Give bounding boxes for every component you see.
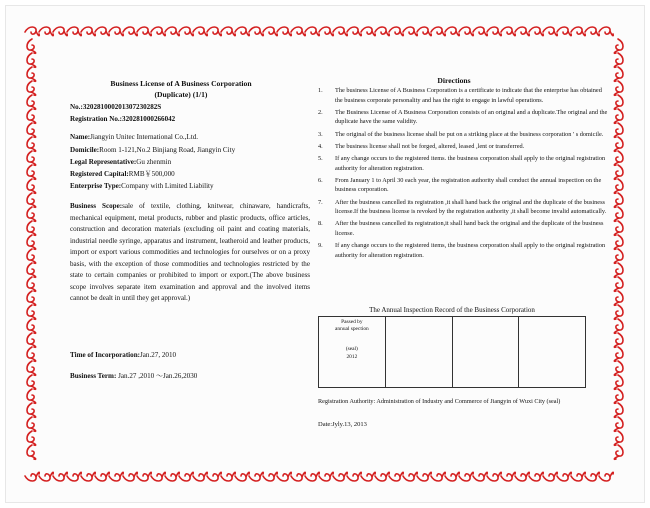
border-curl: [263, 472, 277, 481]
border-curl: [614, 123, 623, 137]
border-curl: [347, 472, 361, 481]
company-name: Name:Jiangyin Unitec International Co.,Ltd.: [70, 133, 199, 141]
border-curl: [305, 472, 319, 481]
border-curl: [27, 375, 36, 389]
border-curl: [193, 27, 207, 36]
border-curl: [375, 472, 389, 481]
border-curl: [557, 27, 571, 36]
border-curl: [27, 263, 36, 277]
business-scope: Business Scope:sale of textile, clothing, knitwear, chinaware, handicrafts, mechanical equipment, metal products, rubber and plastic products, office articles, construction and decoration materials (excluding oil paint and coating materials, industrial needle syringe, apparatus and instrument, leatheroid and leather products, import or export various commodities and technologies for ourselves or on a proxy basis, with the exception of those commodities and technologies restricted by the state to certain companies or prohibited to import or export.(The above business scope involves separate item examination and approval and the involved items cannot be dealt in until they get approval.): [70, 202, 310, 302]
border-curl: [123, 472, 137, 481]
border-curl: [137, 472, 151, 481]
border-curl: [137, 27, 151, 36]
border-curl: [27, 305, 36, 319]
cell-passed-by: Passed by: [341, 319, 363, 325]
border-curl: [557, 472, 571, 481]
border-curl: [614, 151, 623, 165]
border-curl: [151, 472, 165, 481]
border-curl: [263, 27, 277, 36]
border-curl: [27, 431, 36, 445]
border-curl: [515, 27, 529, 36]
border-curl: [235, 27, 249, 36]
border-curl: [27, 207, 36, 221]
border-curl: [193, 472, 207, 481]
border-curl: [614, 165, 623, 179]
border-curl: [585, 472, 599, 481]
inspection-cell-empty: [519, 317, 586, 388]
border-curl: [305, 27, 319, 36]
border-curl: [614, 95, 623, 109]
border-curl: [109, 472, 123, 481]
issue-date: Date:Jyly.13, 2013: [318, 421, 367, 428]
border-curl: [123, 27, 137, 36]
cell-seal: (seal): [345, 346, 358, 353]
license-title: Business License of A Business Corporation: [110, 79, 252, 88]
border-curl: [27, 137, 36, 151]
border-curl: [403, 472, 417, 481]
direction-item: [318, 176, 608, 195]
border-curl: [347, 27, 361, 36]
border-curl: [95, 27, 109, 36]
direction-item: [318, 219, 608, 238]
border-curl: [27, 39, 36, 53]
border-curl: [249, 27, 263, 36]
border-curl: [109, 27, 123, 36]
border-curl: [27, 123, 36, 137]
border-curl: [27, 53, 36, 67]
border-curl: [487, 472, 501, 481]
border-curl: [614, 193, 623, 207]
border-curl: [291, 27, 305, 36]
border-curl: [207, 27, 221, 36]
license-number: No.:320281000201307230282S: [70, 103, 162, 111]
time-of-incorporation: Time of Incorporation:Jan.27, 2010: [70, 351, 177, 359]
border-curl: [529, 472, 543, 481]
border-curl: [389, 472, 403, 481]
border-curl: [207, 472, 221, 481]
direction-number: 3.: [318, 130, 323, 138]
border-curl: [27, 221, 36, 235]
border-curl: [27, 417, 36, 431]
direction-text: After the business cancelled its registration,it shall hand back the original and the duplicate of the business license.: [335, 220, 604, 237]
registered-capital: Registered Capital:RMB￥500,000: [70, 170, 175, 178]
border-curl: [27, 277, 36, 291]
border-curl: [614, 347, 623, 361]
border-curl: [179, 27, 193, 36]
direction-text: The business License of A Business Corporation is a certificate to indicate that the enterprise has obtained the business corporate personality and has the right to engage in lawful operations.: [335, 87, 602, 104]
border-curl: [165, 27, 179, 36]
inspection-cell-2012: [319, 317, 386, 388]
border-curl: [614, 417, 623, 431]
direction-item: [318, 154, 608, 173]
border-curl: [361, 472, 375, 481]
border-curl: [235, 472, 249, 481]
direction-number: 6.: [318, 176, 323, 184]
border-curl: [614, 361, 623, 375]
border-curl: [389, 27, 403, 36]
border-curl: [431, 472, 445, 481]
registration-authority: Registration Authority: Administration of Industry and Commerce of Jiangyin of Wuxi City (seal): [318, 398, 561, 405]
border-curl: [459, 472, 473, 481]
direction-text: If any change occurs to the registered items. the business corporation shall apply to the original registration authority for alteration registration.: [335, 154, 606, 172]
border-curl: [571, 472, 585, 481]
border-curl: [81, 27, 95, 36]
border-curl: [151, 27, 165, 36]
border-curl: [27, 193, 36, 207]
domicile: Domicile:Room 1-121,No.2 Binjiang Road, Jiangyin City: [70, 146, 236, 154]
border-curl: [614, 333, 623, 347]
direction-text: From January 1 to April 30 each year, the registration authority shall conduct the annual inspection on the business corporation.: [335, 176, 602, 194]
direction-number: 9.: [318, 242, 323, 250]
directions-list: [318, 86, 608, 263]
border-curl: [614, 403, 623, 417]
border-curl: [543, 27, 557, 36]
enterprise-type: Enterprise Type:Company with Limited Liability: [70, 182, 214, 190]
border-curl: [487, 27, 501, 36]
border-curl: [501, 27, 515, 36]
border-curl: [95, 472, 109, 481]
border-curl: [27, 403, 36, 417]
border-curl: [459, 27, 473, 36]
direction-number: 7.: [318, 198, 323, 206]
direction-text: After the business cancelled its registration ,it shall hand back the original and the duplicate of the business license.If the business license is revoked by the registration authority ,it shall become invalid automatically.: [335, 198, 607, 216]
border-curl: [614, 221, 623, 235]
direction-item: [318, 142, 608, 152]
border-curl: [81, 472, 95, 481]
direction-text: If any change occurs to the registered items, the business corporation shall apply to the original registration authority for alteration registration.: [335, 242, 606, 259]
border-curl: [445, 472, 459, 481]
border-curl: [277, 472, 291, 481]
border-curl: [27, 291, 36, 305]
direction-number: 8.: [318, 220, 323, 228]
border-curl: [614, 319, 623, 333]
border-curl: [614, 389, 623, 403]
border-curl: [614, 263, 623, 277]
direction-item: [318, 130, 608, 140]
inspection-cell-empty: [385, 317, 452, 388]
direction-text: The Business License of A Business Corporation consists of an original and a duplicate.The original and the duplicate have the same validity.: [335, 108, 608, 126]
border-curl: [515, 472, 529, 481]
direction-item: [318, 86, 608, 105]
border-curl: [179, 472, 193, 481]
direction-item: [318, 241, 608, 260]
border-curl: [27, 95, 36, 109]
direction-text: The business license shall not be forged, altered, leased ,lent or transferred.: [335, 142, 525, 150]
border-curl: [27, 389, 36, 403]
border-curl: [473, 27, 487, 36]
border-curl: [39, 472, 53, 481]
registration-number: Registration No.:320281000266042: [70, 115, 176, 123]
border-curl: [319, 472, 333, 481]
border-curl: [27, 235, 36, 249]
border-curl: [333, 472, 347, 481]
border-curl: [333, 27, 347, 36]
direction-item: [318, 198, 608, 217]
border-curl: [614, 445, 623, 459]
border-curl: [403, 27, 417, 36]
border-curl: [27, 151, 36, 165]
border-curl: [27, 109, 36, 123]
border-curl: [614, 277, 623, 291]
business-term: Business Term: Jan.27 ,2010 ～Jan.26,2030: [70, 372, 198, 380]
border-curl: [614, 291, 623, 305]
border-curl: [27, 319, 36, 333]
border-curl: [614, 137, 623, 151]
border-curl: [25, 27, 39, 36]
cell-annual-inspection: annual spection: [335, 326, 369, 333]
border-curl: [27, 445, 36, 459]
border-curl: [614, 53, 623, 67]
border-curl: [221, 27, 235, 36]
directions-title: Directions: [437, 76, 471, 85]
border-curl: [614, 39, 623, 53]
border-curl: [27, 347, 36, 361]
border-curl: [571, 27, 585, 36]
border-curl: [27, 67, 36, 81]
border-curl: [25, 472, 39, 481]
border-curl: [277, 27, 291, 36]
direction-number: 5.: [318, 154, 323, 162]
direction-number: 2.: [318, 108, 323, 116]
border-curl: [614, 109, 623, 123]
border-curl: [501, 472, 515, 481]
inspection-record-title: The Annual Inspection Record of the Business Corporation: [369, 306, 535, 314]
border-curl: [291, 472, 305, 481]
direction-number: 1.: [318, 87, 323, 94]
border-curl: [614, 235, 623, 249]
border-curl: [614, 305, 623, 319]
border-curl: [473, 472, 487, 481]
border-curl: [417, 472, 431, 481]
border-curl: [27, 333, 36, 347]
border-curl: [614, 179, 623, 193]
border-curl: [599, 472, 613, 481]
border-curl: [614, 375, 623, 389]
border-curl: [375, 27, 389, 36]
license-subtitle: (Duplicate) (1/1): [154, 90, 208, 99]
direction-text: The original of the business license shall be put on a striking place at the business corporation ' s domicile.: [335, 130, 604, 138]
license-sheet: [6, 6, 644, 502]
border-curl: [614, 249, 623, 263]
border-curl: [67, 472, 81, 481]
border-curl: [614, 67, 623, 81]
border-curl: [417, 27, 431, 36]
direction-item: [318, 108, 608, 127]
border-curl: [614, 81, 623, 95]
cell-year: 2012: [346, 353, 358, 360]
inspection-record-table: [318, 316, 586, 388]
border-curl: [27, 165, 36, 179]
border-curl: [614, 207, 623, 221]
border-curl: [67, 27, 81, 36]
border-curl: [27, 361, 36, 375]
border-curl: [445, 27, 459, 36]
inspection-cell-empty: [452, 317, 519, 388]
legal-representative: Legal Representative:Gu zhenmin: [70, 158, 172, 166]
border-curl: [543, 472, 557, 481]
border-curl: [53, 27, 67, 36]
border-curl: [221, 472, 235, 481]
border-curl: [27, 179, 36, 193]
border-curl: [165, 472, 179, 481]
border-curl: [53, 472, 67, 481]
border-curl: [529, 27, 543, 36]
border-curl: [361, 27, 375, 36]
border-curl: [27, 249, 36, 263]
border-curl: [599, 27, 613, 36]
direction-number: 4.: [318, 142, 323, 150]
border-curl: [614, 431, 623, 445]
border-curl: [431, 27, 445, 36]
border-curl: [27, 81, 36, 95]
border-curl: [319, 27, 333, 36]
border-curl: [249, 472, 263, 481]
border-curl: [585, 27, 599, 36]
border-curl: [39, 27, 53, 36]
